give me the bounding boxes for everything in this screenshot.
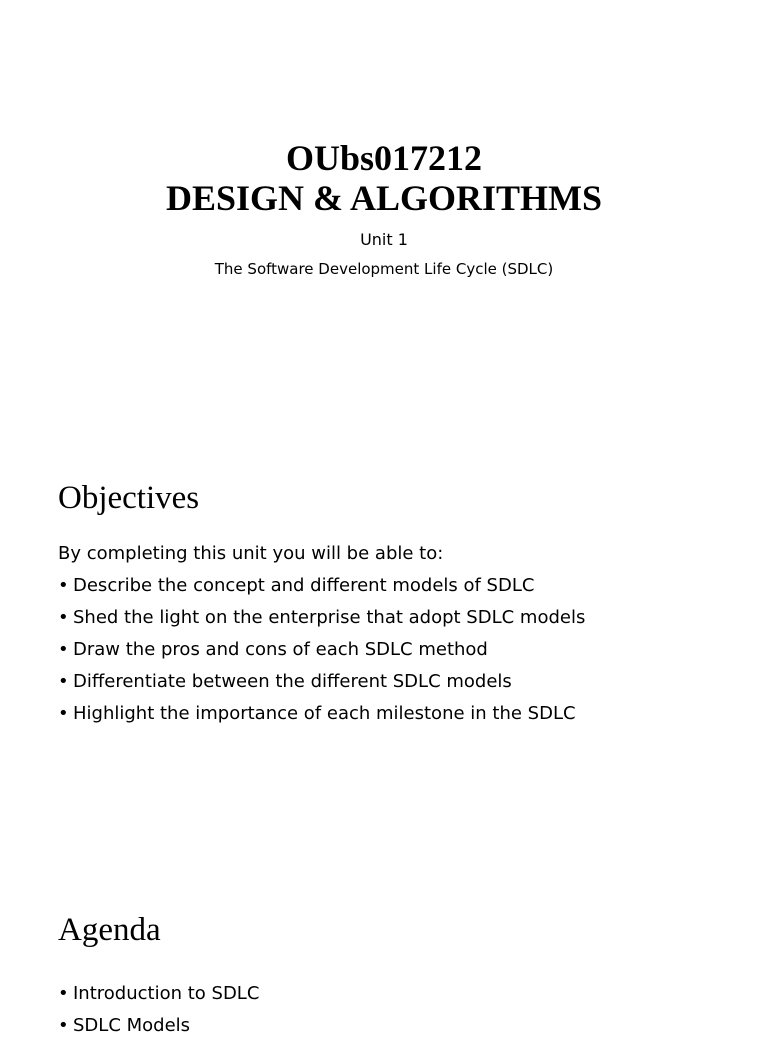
bullet-icon: • <box>58 607 69 628</box>
list-item-text: Highlight the importance of each milestone in the SDLC <box>73 703 576 724</box>
course-name: DESIGN & ALGORITHMS <box>165 178 603 218</box>
bullet-icon: • <box>58 1015 69 1036</box>
list-item <box>58 606 738 630</box>
objectives-intro: By completing this unit you will be able to: <box>58 543 444 564</box>
list-item-text: Draw the pros and cons of each SDLC method <box>73 639 488 660</box>
bullet-icon: • <box>58 639 69 660</box>
bullet-icon: • <box>58 983 69 1004</box>
list-item-text: Shed the light on the enterprise that adopt SDLC models <box>73 607 586 628</box>
agenda-list <box>58 982 738 1038</box>
list-item-text: Introduction to SDLC <box>73 983 260 1004</box>
list-item <box>58 982 738 1006</box>
bullet-icon: • <box>58 703 69 724</box>
agenda-heading: Agenda <box>58 912 161 948</box>
list-item <box>58 1014 738 1038</box>
list-item <box>58 638 738 662</box>
list-item-text: Differentiate between the different SDLC models <box>73 671 512 692</box>
objectives-heading: Objectives <box>58 480 200 516</box>
list-item <box>58 574 738 598</box>
objectives-slide <box>58 478 738 726</box>
objectives-list <box>58 574 738 726</box>
course-code: OUbs017212 <box>285 138 483 178</box>
unit-label: Unit 1 <box>360 230 408 249</box>
list-item-text: Describe the concept and different models of SDLC <box>73 575 535 596</box>
unit-subtitle: The Software Development Life Cycle (SDLC) <box>214 260 554 278</box>
title-slide <box>0 138 768 279</box>
list-item <box>58 670 738 694</box>
list-item-text: SDLC Models <box>73 1015 191 1036</box>
agenda-slide <box>58 910 738 1038</box>
bullet-icon: • <box>58 575 69 596</box>
list-item <box>58 702 738 726</box>
bullet-icon: • <box>58 671 69 692</box>
